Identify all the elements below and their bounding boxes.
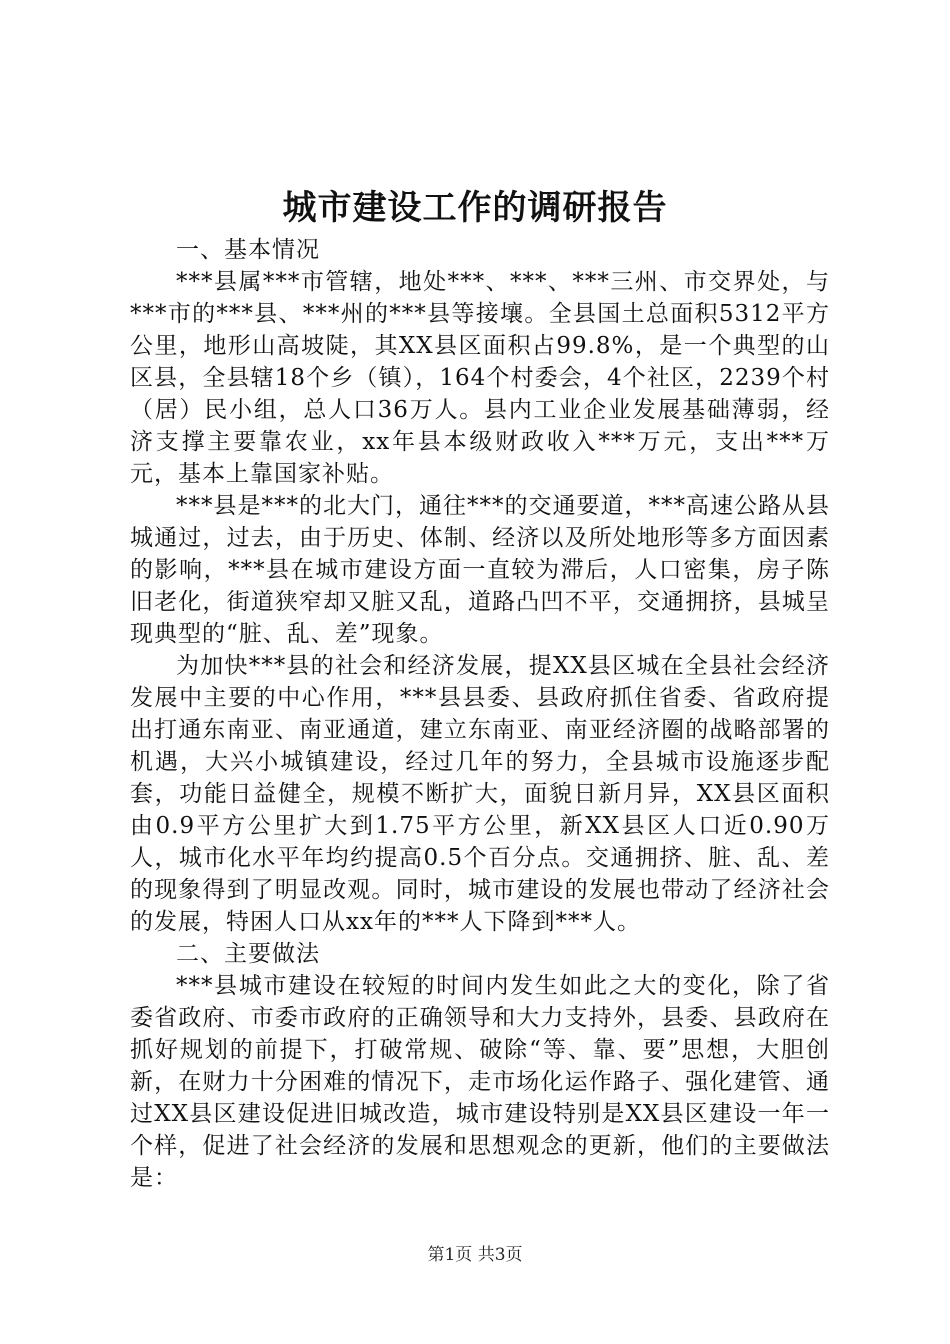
paragraph-development: 为加快***县的社会和经济发展，提XX县区城在全县社会经济发展中主要的中心作用，***县县委、县政府抓住省委、省政府提出打通东南亚、南亚通道，建立东南亚、南亚经济圈的战略部署的机遇，大兴小城镇建设，经过几年的努力，全县城市设施逐步配套，功能日益健全，规模不断扩大，面貌日新月异，XX县区面积由0.9平方公里扩大到1.75平方公里，新XX县区人口近0.90万人，城市化水平年均约提高0.5个百分点。交通拥挤、脏、乱、差的现象得到了明显改观。同时，城市建设的发展也带动了经济社会的发展，特困人口从xx年的***人下降到***人。	[130, 653, 830, 935]
document-title: 城市建设工作的调研报告	[282, 188, 668, 228]
section-heading-basic-situation: 一、基本情况	[176, 237, 320, 263]
section-heading-main-practices: 二、主要做法	[176, 941, 320, 967]
paragraph-history: ***县是***的北大门，通往***的交通要道，***高速公路从县城通过，过去，由于历史、体制、经济以及所处地形等多方面因素的影响，***县在城市建设方面一直较为滞后，人口密集，房子陈旧老化，街道狭窄却又脏又乱，道路凸凹不平，交通拥挤，县城呈现典型的“脏、乱、差”现象。	[130, 493, 830, 647]
page-footer: 第1页 共3页	[427, 1245, 523, 1265]
document-body	[130, 234, 830, 1194]
paragraph-overview: ***县属***市管辖，地处***、***、***三州、市交界处，与***市的***县、***州的***县等接壤。全县国土总面积5312平方公里，地形山高坡陡，其XX县区面积占99.8%，是一个典型的山区县，全县辖18个乡（镇），164个村委会，4个社区，2239个村（居）民小组，总人口36万人。县内工业企业发展基础薄弱，经济支撑主要靠农业，xx年县本级财政收入***万元，支出***万元，基本上靠国家补贴。	[130, 269, 830, 487]
paragraph-practices-intro: ***县城市建设在较短的时间内发生如此之大的变化，除了省委省政府、市委市政府的正确领导和大力支持外，县委、县政府在抓好规划的前提下，打破常规、破除“等、靠、要”思想，大胆创新，在财力十分困难的情况下，走市场化运作路子、强化建管、通过XX县区建设促进旧城改造，城市建设特别是XX县区建设一年一个样，促进了社会经济的发展和思想观念的更新，他们的主要做法是：	[130, 973, 830, 1191]
